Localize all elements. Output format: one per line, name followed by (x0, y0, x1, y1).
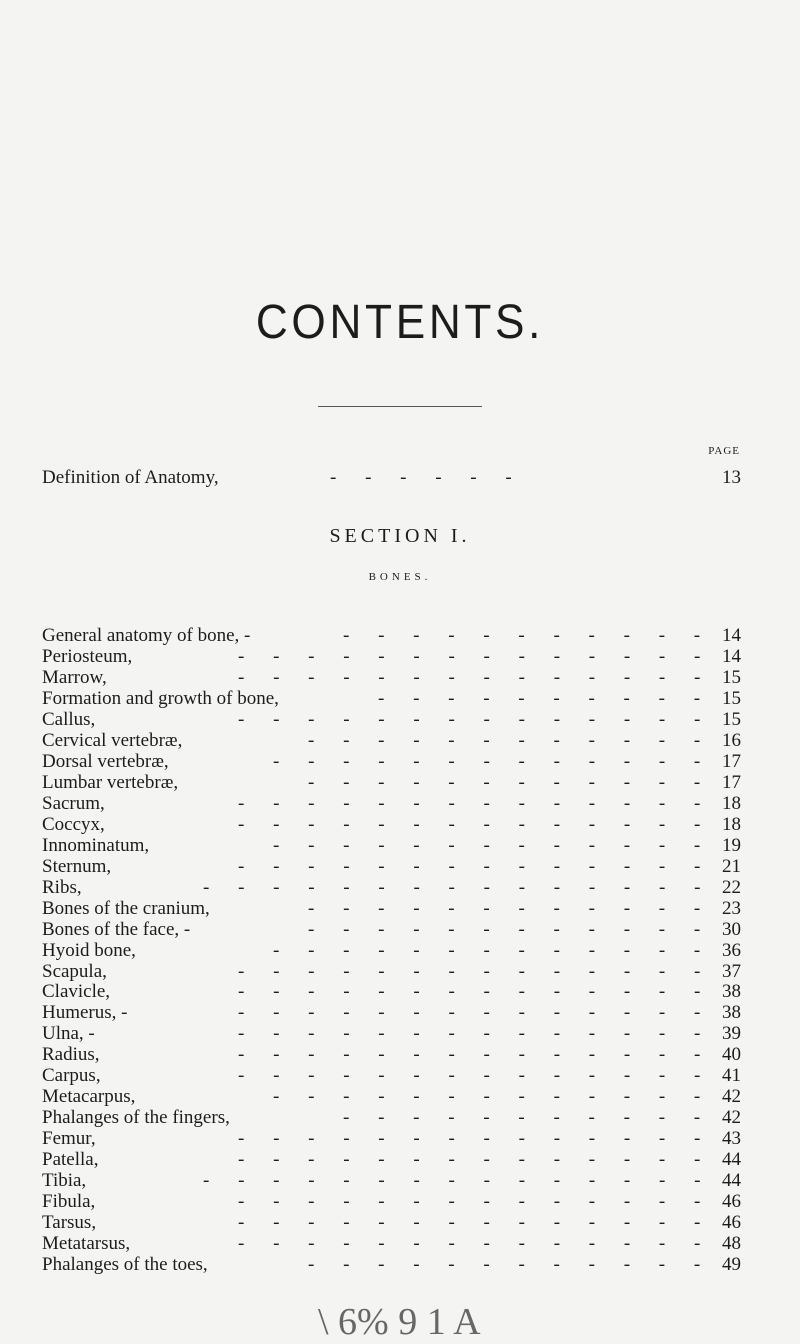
toc-entry-label: Bones of the cranium, (42, 897, 210, 919)
toc-entry-label: Radius, (42, 1044, 100, 1066)
toc-entry[interactable] (42, 772, 741, 794)
toc-entry[interactable] (42, 1065, 741, 1087)
toc-entry-label: Ulna, - (42, 1023, 95, 1045)
toc-entry-page: 19 (722, 834, 741, 856)
leader-dashes: - - - - - - - - - - - - - - (238, 1149, 702, 1171)
page-title: CONTENTS. (255, 296, 545, 349)
toc-entry-page: 42 (722, 1086, 741, 1108)
toc-entry-page: 14 (722, 625, 741, 646)
toc-entry-label: Marrow, (42, 666, 107, 688)
leader-dashes: - - - - - - - - - - - - - - (238, 666, 702, 688)
toc-entry-page: 44 (722, 1170, 741, 1192)
toc-entry-page: 40 (722, 1044, 741, 1066)
toc-entry-page: 16 (722, 729, 741, 751)
toc-entry[interactable] (42, 1023, 741, 1045)
library-stamp (318, 1300, 481, 1343)
leader-dashes: - - - - - - - - - - - - - - (238, 813, 702, 835)
toc-entry-page: 17 (722, 750, 741, 772)
leader-dashes: - - - - - - - - - - - - - - (238, 1128, 702, 1150)
toc-entry[interactable] (42, 1170, 741, 1192)
toc-entry-page: 21 (722, 855, 741, 877)
toc-entry-page: 18 (722, 813, 741, 835)
toc-entry-page: 37 (722, 960, 741, 982)
leader-dashes: - - - - - - - - - - - - - - (238, 1002, 702, 1024)
toc-entry-label: Innominatum, (42, 834, 150, 856)
toc-entry-page: 30 (722, 918, 741, 940)
leader-dashes: - - - - - - - - - - - - - - - (203, 1170, 702, 1192)
leader-dashes: - - - - - - - - - - - - (308, 729, 702, 751)
toc-entry[interactable] (42, 793, 741, 815)
toc-entry-page: 38 (722, 981, 741, 1003)
leader-dashes: - - - - - - - - - - - - (308, 771, 702, 793)
toc-entry-label: Cervical vertebræ, (42, 729, 183, 751)
toc-entry[interactable] (42, 730, 741, 752)
toc-entry-page: 46 (722, 1191, 741, 1213)
toc-entry[interactable] (42, 751, 741, 773)
toc-entry[interactable] (42, 646, 741, 668)
toc-entry-page: 22 (722, 876, 741, 898)
toc-entry-label: Phalanges of the fingers, (42, 1107, 230, 1129)
toc-entry-page: 14 (722, 645, 741, 667)
toc-entry-page: 15 (722, 666, 741, 688)
toc-entry-label: Scapula, (42, 960, 107, 982)
toc-entry[interactable] (42, 835, 741, 857)
toc-entry-label: Patella, (42, 1149, 99, 1171)
toc-entry[interactable] (42, 856, 741, 878)
toc-entry-label: General anatomy of bone, - (42, 625, 251, 646)
toc-entry-page: 46 (722, 1212, 741, 1234)
toc-entry[interactable] (42, 1254, 741, 1276)
toc-entry[interactable] (42, 1002, 741, 1024)
leader-dashes: - - - - - - - - - - - - - (273, 939, 702, 961)
toc-entry-label: Definition of Anatomy, (42, 467, 219, 488)
svg-text:\ 6% 9 1 A: \ 6% 9 1 A (318, 1301, 481, 1343)
leader-dashes: - - - - - - - - - - - - (308, 918, 702, 940)
toc-entry[interactable] (42, 667, 741, 689)
title-rule (318, 406, 482, 407)
leader-dashes: - - - - - - - - - - - (343, 1107, 702, 1129)
leader-dashes: - - - - - - - - - - - - - - (238, 708, 702, 730)
toc-entry-label: Tarsus, (42, 1212, 97, 1234)
leader-dashes: - - - - - - - - - - - - - - (238, 981, 702, 1003)
leader-dashes: - - - - - - - - - - - - - - (238, 1023, 702, 1045)
leader-dashes: - - - - - - - - - - - - - - - (203, 876, 702, 898)
section-subheading: BONES. (368, 571, 432, 583)
toc-entry[interactable] (42, 709, 741, 731)
leader-dashes: - - - - - - - - - - - - - - (238, 792, 702, 814)
leader-dashes: - - - - - - - - - - - - - - (238, 1233, 702, 1255)
toc-entry-label: Dorsal vertebræ, (42, 750, 169, 772)
toc-entry[interactable] (42, 1149, 741, 1171)
toc-entry-label: Sternum, (42, 855, 112, 877)
toc-entry-page: 36 (722, 939, 741, 961)
toc-entry-page: 43 (722, 1128, 741, 1150)
toc-entry-label: Carpus, (42, 1065, 101, 1087)
toc-entry[interactable] (42, 814, 741, 836)
toc-entry-page: 39 (722, 1023, 741, 1045)
toc-entry-definition[interactable] (42, 467, 741, 489)
toc-entry[interactable] (42, 919, 741, 941)
toc-entry-label: Metatarsus, (42, 1233, 131, 1255)
leader-dashes: - - - - - - - - - - (378, 687, 702, 709)
toc-entry-label: Ribs, (42, 876, 82, 898)
toc-entry[interactable] (42, 1086, 741, 1108)
toc-entry-page: 15 (722, 708, 741, 730)
toc-entry-label: Callus, (42, 708, 96, 730)
toc-entry-page: 18 (722, 792, 741, 814)
stamp-mark-icon (318, 1300, 481, 1343)
toc-entry-page: 17 (722, 771, 741, 793)
leader-dashes: - - - - - - - - - - - - - (273, 1086, 702, 1108)
toc-entry[interactable] (42, 1044, 741, 1066)
toc-entry[interactable] (42, 1128, 741, 1150)
toc-entry-label: Bones of the face, - (42, 918, 191, 940)
leader-dashes: - - - - - - - - - - - - - - (238, 855, 702, 877)
toc-entry-label: Formation and growth of bone, (42, 687, 279, 709)
leader-dashes: - - - - - - - - - - - - (308, 1254, 702, 1276)
leader-dashes: - - - - - - - - - - - - - (273, 750, 702, 772)
leader-dashes: - - - - - - (330, 467, 513, 488)
toc-entry[interactable] (42, 877, 741, 899)
toc-entry-page: 48 (722, 1233, 741, 1255)
toc-entry-label: Hyoid bone, (42, 939, 136, 961)
toc-entry-page: 42 (722, 1107, 741, 1129)
toc-entry[interactable] (42, 981, 741, 1003)
toc-entry-label: Metacarpus, (42, 1086, 136, 1108)
toc-entry[interactable] (42, 1212, 741, 1234)
toc-entry-label: Femur, (42, 1128, 96, 1150)
toc-entry-page: 41 (722, 1065, 741, 1087)
toc-entry-label: Lumbar vertebræ, (42, 771, 179, 793)
toc-entry-page: 49 (722, 1254, 741, 1276)
toc-entry-page: 44 (722, 1149, 741, 1171)
toc-entry-page: 23 (722, 897, 741, 919)
leader-dashes: - - - - - - - - - - - - - - (238, 1044, 702, 1066)
leader-dashes: - - - - - - - - - - - - - (273, 834, 702, 856)
toc-entry[interactable] (42, 940, 741, 962)
leader-dashes: - - - - - - - - - - - - - - (238, 1191, 702, 1213)
leader-dashes: - - - - - - - - - - - - - - (238, 960, 702, 982)
toc-entry[interactable] (42, 625, 741, 647)
toc-entry-label: Clavicle, (42, 981, 111, 1003)
leader-dashes: - - - - - - - - - - - - (308, 897, 702, 919)
toc-entry-label: Sacrum, (42, 792, 105, 814)
toc-entry-label: Fibula, (42, 1191, 96, 1213)
toc-entry-label: Coccyx, (42, 813, 105, 835)
toc-entry[interactable] (42, 1191, 741, 1213)
toc-entry[interactable] (42, 961, 741, 983)
toc-entry-page: 38 (722, 1002, 741, 1024)
toc-entry-label: Humerus, - (42, 1002, 128, 1024)
toc-entry-page: 15 (722, 687, 741, 709)
toc-entry[interactable] (42, 898, 741, 920)
toc-entry-label: Tibia, (42, 1170, 87, 1192)
leader-dashes: - - - - - - - - - - - - - - (238, 1065, 702, 1087)
toc-entry-label: Periosteum, (42, 645, 133, 667)
toc-entry-page: 13 (722, 467, 741, 488)
leader-dashes: - - - - - - - - - - - - - - (238, 645, 702, 667)
page-column-label: PAGE (708, 445, 740, 457)
toc-entry-label: Phalanges of the toes, (42, 1254, 208, 1276)
toc-entry[interactable] (42, 688, 741, 710)
section-heading: SECTION I. (329, 525, 471, 547)
leader-dashes: - - - - - - - - - - - - - - (238, 1212, 702, 1234)
leader-dashes: - - - - - - - - - - - (343, 625, 702, 646)
toc-entry[interactable] (42, 1107, 741, 1129)
toc-entry[interactable] (42, 1233, 741, 1255)
